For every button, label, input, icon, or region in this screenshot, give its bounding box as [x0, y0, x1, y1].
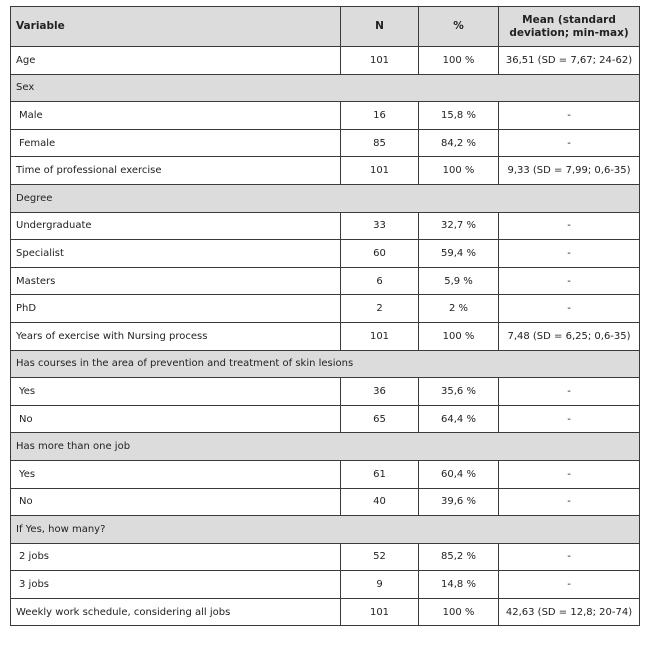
- section-row: [11, 516, 640, 544]
- cell-n: 101: [341, 598, 419, 626]
- table-row: [11, 378, 640, 406]
- cell-variable: Years of exercise with Nursing process: [11, 322, 341, 350]
- cell-variable: Weekly work schedule, considering all jobs: [11, 598, 341, 626]
- header-percent: %: [419, 7, 499, 47]
- cell-mean: -: [499, 212, 640, 240]
- cell-n: 6: [341, 267, 419, 295]
- table-row: [11, 571, 640, 599]
- cell-mean: -: [499, 571, 640, 599]
- cell-n: 85: [341, 129, 419, 157]
- cell-mean: -: [499, 102, 640, 130]
- table-row: [11, 295, 640, 323]
- cell-variable: Undergraduate: [11, 212, 341, 240]
- cell-percent: 100 %: [419, 47, 499, 75]
- cell-n: 61: [341, 460, 419, 488]
- table-row: [11, 129, 640, 157]
- cell-n: 33: [341, 212, 419, 240]
- cell-variable: Time of professional exercise: [11, 157, 341, 185]
- cell-percent: 5,9 %: [419, 267, 499, 295]
- cell-mean: 36,51 (SD = 7,67; 24-62): [499, 47, 640, 75]
- demographics-table: [10, 6, 640, 626]
- cell-percent: 2 %: [419, 295, 499, 323]
- header-variable: Variable: [11, 7, 341, 47]
- cell-percent: 84,2 %: [419, 129, 499, 157]
- cell-n: 52: [341, 543, 419, 571]
- cell-variable: Yes: [11, 460, 341, 488]
- header-mean: Mean (standard deviation; min-max): [499, 7, 640, 47]
- cell-mean: 7,48 (SD = 6,25; 0,6-35): [499, 322, 640, 350]
- cell-n: 65: [341, 405, 419, 433]
- table-header-row: [11, 7, 640, 47]
- cell-percent: 39,6 %: [419, 488, 499, 516]
- section-label: Degree: [11, 184, 640, 212]
- cell-percent: 100 %: [419, 598, 499, 626]
- cell-variable: Masters: [11, 267, 341, 295]
- cell-percent: 32,7 %: [419, 212, 499, 240]
- cell-mean: 42,63 (SD = 12,8; 20-74): [499, 598, 640, 626]
- cell-mean: 9,33 (SD = 7,99; 0,6-35): [499, 157, 640, 185]
- cell-variable: No: [11, 405, 341, 433]
- section-label: Has courses in the area of prevention and treatment of skin lesions: [11, 350, 640, 378]
- cell-percent: 35,6 %: [419, 378, 499, 406]
- section-row: [11, 184, 640, 212]
- cell-variable: Female: [11, 129, 341, 157]
- cell-mean: -: [499, 240, 640, 268]
- cell-variable: Yes: [11, 378, 341, 406]
- table-row: [11, 488, 640, 516]
- cell-variable: Age: [11, 47, 341, 75]
- cell-percent: 60,4 %: [419, 460, 499, 488]
- cell-mean: -: [499, 488, 640, 516]
- cell-percent: 59,4 %: [419, 240, 499, 268]
- section-row: [11, 350, 640, 378]
- cell-percent: 100 %: [419, 157, 499, 185]
- cell-variable: Specialist: [11, 240, 341, 268]
- cell-n: 40: [341, 488, 419, 516]
- table-row: [11, 157, 640, 185]
- cell-n: 16: [341, 102, 419, 130]
- cell-mean: -: [499, 129, 640, 157]
- section-row: [11, 433, 640, 461]
- section-label: Sex: [11, 74, 640, 102]
- table-container: [10, 6, 640, 626]
- cell-n: 101: [341, 322, 419, 350]
- cell-n: 9: [341, 571, 419, 599]
- cell-variable: 2 jobs: [11, 543, 341, 571]
- cell-percent: 15,8 %: [419, 102, 499, 130]
- section-label: Has more than one job: [11, 433, 640, 461]
- cell-mean: -: [499, 543, 640, 571]
- table-row: [11, 47, 640, 75]
- table-row: [11, 240, 640, 268]
- cell-percent: 14,8 %: [419, 571, 499, 599]
- section-label: If Yes, how many?: [11, 516, 640, 544]
- cell-variable: PhD: [11, 295, 341, 323]
- section-row: [11, 74, 640, 102]
- cell-mean: -: [499, 378, 640, 406]
- cell-n: 36: [341, 378, 419, 406]
- header-n: N: [341, 7, 419, 47]
- table-row: [11, 102, 640, 130]
- cell-n: 2: [341, 295, 419, 323]
- table-row: [11, 405, 640, 433]
- cell-mean: -: [499, 460, 640, 488]
- table-row: [11, 212, 640, 240]
- table-row: [11, 598, 640, 626]
- table-row: [11, 543, 640, 571]
- cell-variable: No: [11, 488, 341, 516]
- table-row: [11, 322, 640, 350]
- table-row: [11, 460, 640, 488]
- cell-n: 101: [341, 157, 419, 185]
- cell-percent: 100 %: [419, 322, 499, 350]
- table-row: [11, 267, 640, 295]
- cell-variable: Male: [11, 102, 341, 130]
- cell-percent: 64,4 %: [419, 405, 499, 433]
- cell-mean: -: [499, 295, 640, 323]
- cell-mean: -: [499, 405, 640, 433]
- cell-n: 101: [341, 47, 419, 75]
- cell-percent: 85,2 %: [419, 543, 499, 571]
- table-body: [11, 47, 640, 626]
- cell-mean: -: [499, 267, 640, 295]
- cell-n: 60: [341, 240, 419, 268]
- cell-variable: 3 jobs: [11, 571, 341, 599]
